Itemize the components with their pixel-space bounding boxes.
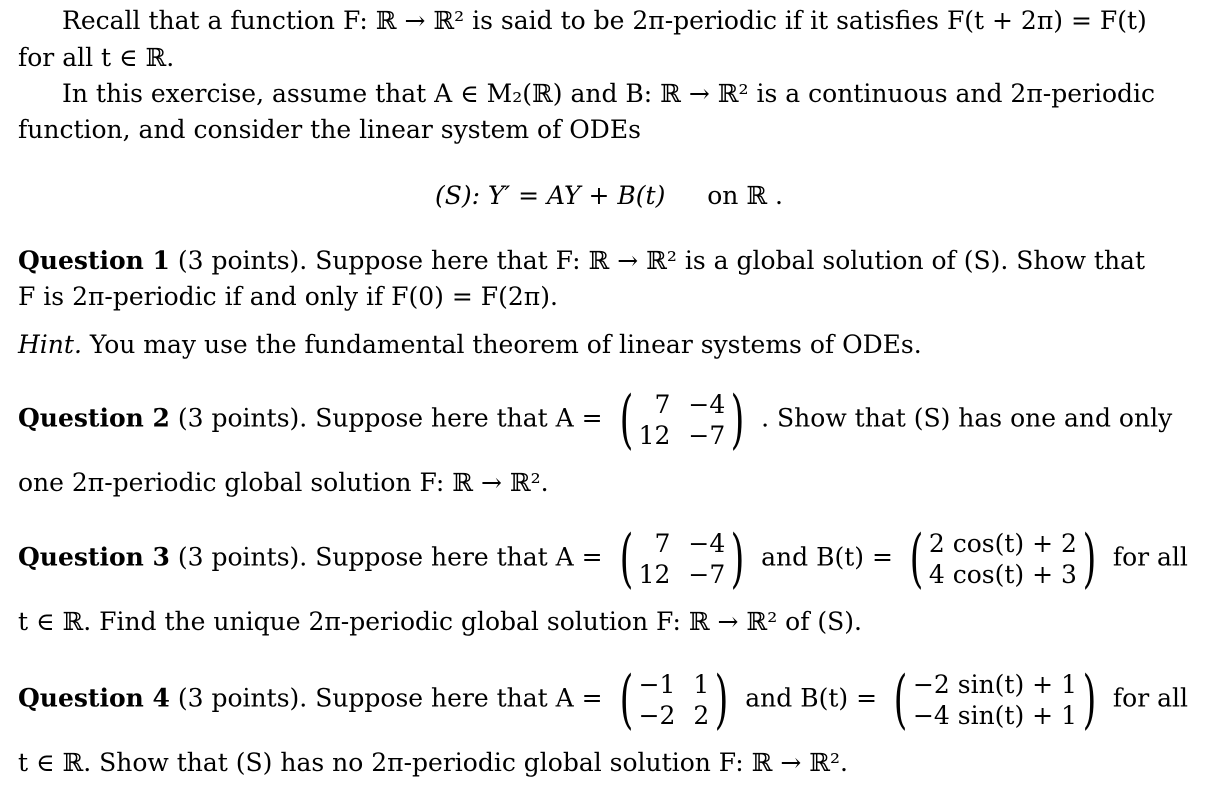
q4-matrix-cell: 1 bbox=[693, 670, 710, 699]
q2-line-2: one 2π-periodic global solution F: ℝ → ℝ². bbox=[18, 468, 549, 497]
q4-pre: Suppose here that A = bbox=[315, 683, 603, 713]
q3-matrix-cell: 12 bbox=[638, 560, 671, 589]
q4-matrix-a: ( −1 1 −2 2 ) bbox=[619, 663, 729, 737]
q4-matrix-cell: −1 bbox=[638, 670, 676, 699]
q2-matrix-a: ( 7 −4 12 −7 ) bbox=[619, 383, 745, 457]
q3-points: (3 points). bbox=[177, 542, 308, 572]
q3-line-1 bbox=[18, 522, 1198, 596]
q4-vector-cell: −2 sin(t) + 1 bbox=[912, 670, 1077, 699]
q4-vector-cell: −4 sin(t) + 1 bbox=[912, 701, 1077, 730]
q1-line-2: F is 2π-periodic if and only if F(0) = F(2π). bbox=[18, 282, 558, 311]
q4-line-2: t ∈ ℝ. Show that (S) has no 2π-periodic global solution F: ℝ → ℝ². bbox=[18, 748, 848, 777]
q2-points: (3 points). bbox=[177, 403, 308, 433]
system-equation-line bbox=[0, 181, 1218, 210]
q1-hint bbox=[18, 330, 1198, 359]
q3-pre: Suppose here that A = bbox=[315, 542, 603, 572]
q3-line-2: t ∈ ℝ. Find the unique 2π-periodic global solution F: ℝ → ℝ² of (S). bbox=[18, 607, 863, 636]
q3-matrix-a: ( 7 −4 12 −7 ) bbox=[619, 522, 745, 596]
q4-label: Question 4 bbox=[18, 683, 170, 713]
q4-matrix-cell: 2 bbox=[693, 701, 710, 730]
intro-line-3: In this exercise, assume that A ∈ M₂(ℝ) and B: ℝ → ℝ² is a continuous and 2π-periodic bbox=[62, 79, 1156, 108]
q3-vector-b: ( 2 cos(t) + 2 4 cos(t) + 3 ) bbox=[909, 522, 1097, 596]
intro-line-2: for all t ∈ ℝ. bbox=[18, 43, 175, 72]
q3-vector-cell: 2 cos(t) + 2 bbox=[928, 529, 1077, 558]
q1-label: Question 1 bbox=[18, 246, 170, 275]
q1-points: (3 points). bbox=[177, 246, 308, 275]
intro-line-1: Recall that a function F: ℝ → ℝ² is said to be 2π-periodic if it satisfies F(t + 2π) = F(t) bbox=[62, 6, 1147, 35]
system-equation: (S): Y′ = AY + B(t) bbox=[434, 181, 666, 210]
q2-line-1 bbox=[18, 383, 1198, 457]
q2-matrix-cell: 12 bbox=[638, 421, 671, 450]
q3-matrix-cell: −7 bbox=[688, 560, 726, 589]
system-domain: on ℝ . bbox=[707, 181, 784, 210]
q4-points: (3 points). bbox=[177, 683, 308, 713]
q3-matrix-cell: −4 bbox=[688, 529, 726, 558]
q4-matrix-cell: −2 bbox=[638, 701, 676, 730]
q4-vector-b: ( −2 sin(t) + 1 −4 sin(t) + 1 ) bbox=[893, 663, 1097, 737]
q2-post: . Show that (S) has one and only bbox=[761, 403, 1173, 433]
q1-text-1: Suppose here that F: ℝ → ℝ² is a global solution of (S). Show that bbox=[315, 246, 1146, 275]
q3-matrix-cell: 7 bbox=[654, 529, 671, 558]
q1-hint-label: Hint. bbox=[18, 330, 82, 359]
q2-matrix-cell: −4 bbox=[688, 390, 726, 419]
q3-post: for all bbox=[1112, 542, 1188, 572]
q4-post: for all bbox=[1112, 683, 1189, 713]
q2-label: Question 2 bbox=[18, 403, 170, 433]
q1-hint-text: You may use the fundamental theorem of linear systems of ODEs. bbox=[89, 330, 922, 359]
q2-matrix-cell: −7 bbox=[688, 421, 726, 450]
q4-mid: and B(t) = bbox=[745, 683, 878, 713]
q3-vector-cell: 4 cos(t) + 3 bbox=[928, 560, 1077, 589]
q3-mid: and B(t) = bbox=[761, 542, 893, 572]
intro-line-4: function, and consider the linear system of ODEs bbox=[18, 115, 641, 144]
q1-line-1 bbox=[18, 246, 1198, 275]
q3-label: Question 3 bbox=[18, 542, 170, 572]
q2-pre: Suppose here that A = bbox=[315, 403, 603, 433]
q2-matrix-cell: 7 bbox=[654, 390, 671, 419]
q4-line-1 bbox=[18, 663, 1198, 737]
